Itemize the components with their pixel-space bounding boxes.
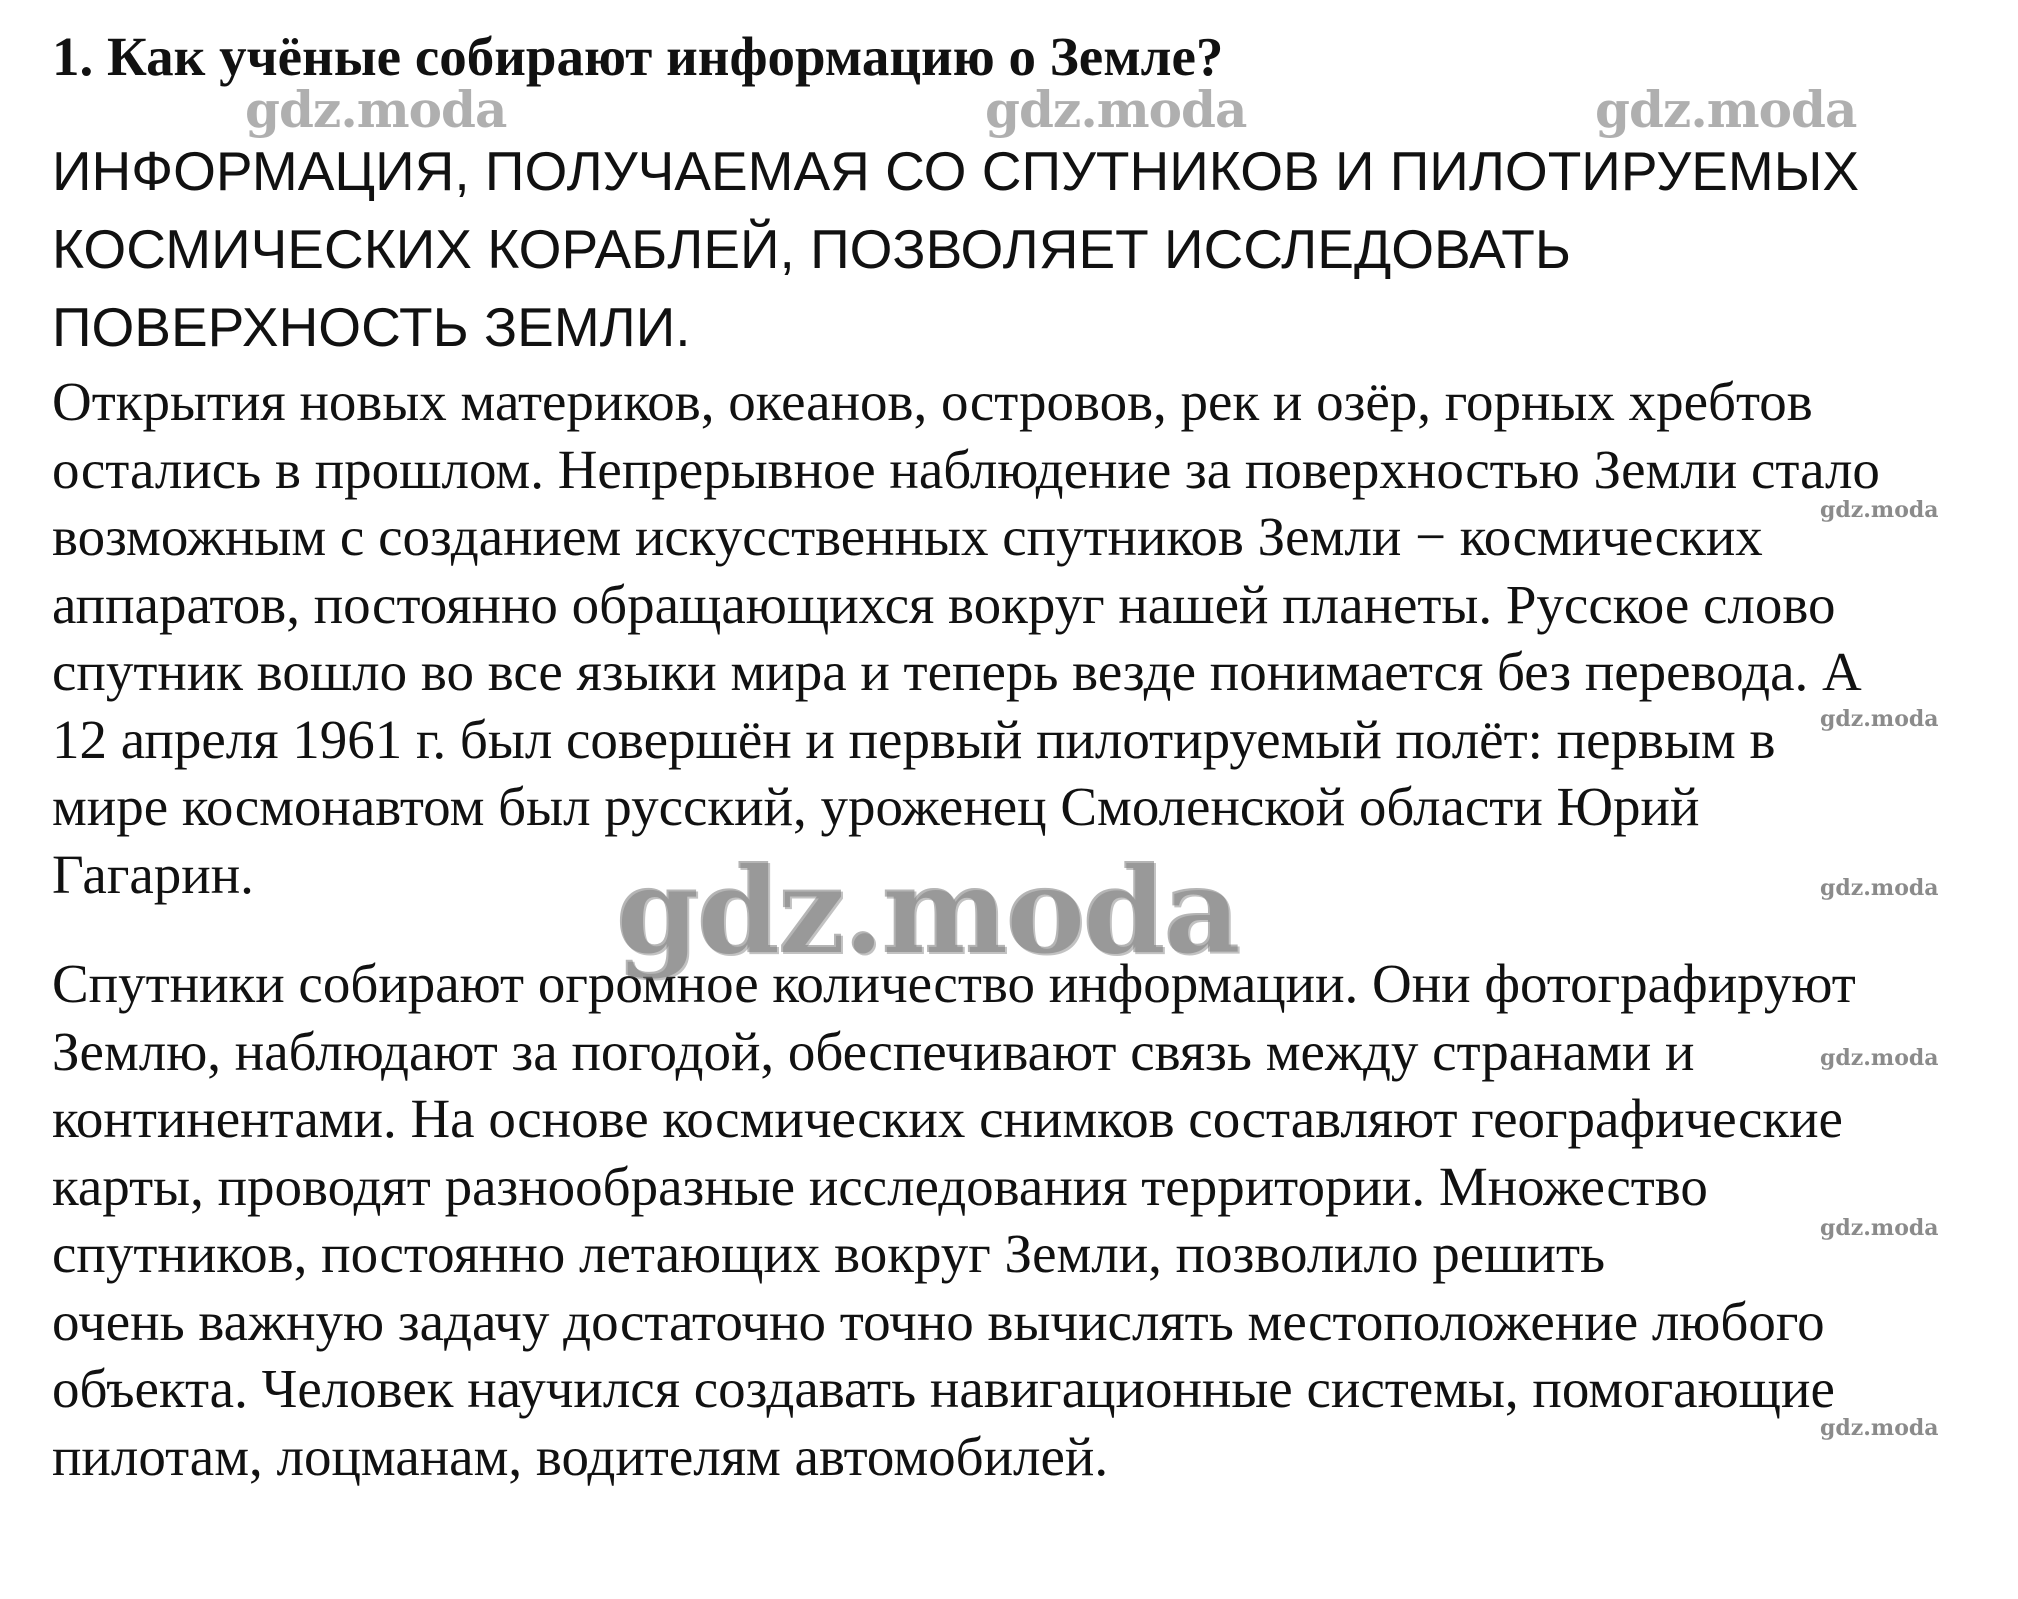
watermark-small: gdz.moda xyxy=(1820,875,1939,901)
watermark-top-right: gdz.moda xyxy=(1595,80,1857,139)
watermark-small: gdz.moda xyxy=(1820,497,1939,523)
paragraph-line: спутник вошло во все языки мира и теперь везде понимается без перевода. А xyxy=(52,641,1862,702)
paragraph-line: Открытия новых материков, океанов, островов, рек и озёр, горных хребтов xyxy=(52,371,1813,432)
paragraph-line: очень важную задачу достаточно точно вычислять местоположение любого xyxy=(52,1290,1825,1352)
answer-line: ПОВЕРХНОСТЬ ЗЕМЛИ. xyxy=(52,296,691,358)
paragraph-line: спутников, постоянно летающих вокруг Земли, позволило решить xyxy=(52,1223,1606,1284)
paragraph-line: Спутники собирают огромное количество информации. Они фотографируют xyxy=(52,953,1856,1014)
paragraph-2 xyxy=(52,950,1856,1490)
paragraph-line: 12 апреля 1961 г. был совершён и первый пилотируемый полёт: первым в xyxy=(52,708,1776,770)
paragraph-line: пилотам, лоцманам, водителям автомобилей. xyxy=(52,1425,1109,1487)
answer-line: КОСМИЧЕСКИХ КОРАБЛЕЙ, ПОЗВОЛЯЕТ ИССЛЕДОВАТЬ xyxy=(52,218,1571,280)
watermark-small: gdz.moda xyxy=(1820,1415,1939,1441)
answer-block xyxy=(52,132,2012,366)
paragraph-line: аппаратов, постоянно обращающихся вокруг нашей планеты. Русское слово xyxy=(52,573,1836,635)
paragraph-line: возможным с созданием искусственных спутников Земли − космических xyxy=(52,506,1763,567)
question-title: 1. Как учёные собирают информацию о Земле? xyxy=(52,26,1224,87)
watermark-small: gdz.moda xyxy=(1820,1045,1939,1071)
watermark-small: gdz.moda xyxy=(1820,1215,1939,1241)
watermark-top-center: gdz.moda xyxy=(985,80,1247,139)
watermark-top-left: gdz.moda xyxy=(245,80,507,139)
paragraph-line: объекта. Человек научился создавать навигационные системы, помогающие xyxy=(52,1358,1835,1419)
paragraph-line: Землю, наблюдают за погодой, обеспечивают связь между странами и xyxy=(52,1020,1695,1082)
paragraph-line: карты, проводят разнообразные исследования территории. Множество xyxy=(52,1155,1708,1217)
watermark-large: gdz.moda xyxy=(615,840,1238,981)
paragraph-line: мире космонавтом был русский, уроженец Смоленской области Юрий xyxy=(52,776,1700,837)
paragraph-1 xyxy=(52,368,1880,908)
paragraph-line: остались в прошлом. Непрерывное наблюдение за поверхностью Земли стало xyxy=(52,438,1880,500)
watermark-small: gdz.moda xyxy=(1820,706,1939,732)
paragraph-line: Гагарин. xyxy=(52,843,254,905)
paragraph-line: континентами. На основе космических снимков составляют географические xyxy=(52,1088,1843,1149)
answer-line: ИНФОРМАЦИЯ, ПОЛУЧАЕМАЯ СО СПУТНИКОВ И ПИЛОТИРУЕМЫХ xyxy=(52,140,1860,202)
